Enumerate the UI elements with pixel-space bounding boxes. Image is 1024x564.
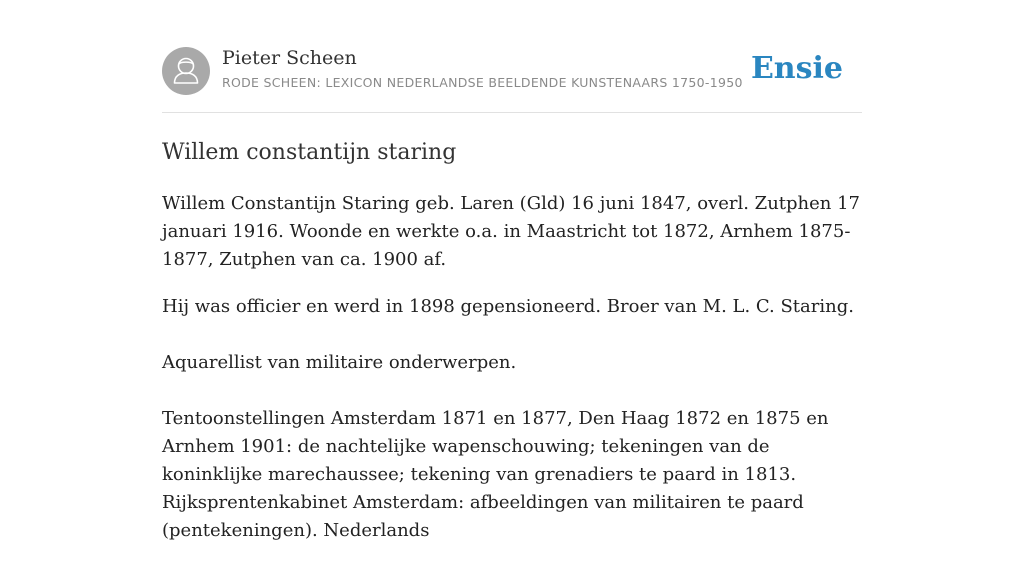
page-title: Willem constantijn staring [162,140,457,165]
paragraph-biography: Willem Constantijn Staring geb. Laren (Gld) 16 juni 1847, overl. Zutphen 17 januari 1916. Woonde en werkte o.a. in Maastricht tot 1872, Arnhem 1875-1877, Zutphen van ca. 1900 af. [162,193,861,270]
article-header [162,47,862,113]
paragraph-career: Hij was officier en werd in 1898 gepensioneerd. Broer van M. L. C. Staring. [162,296,854,317]
author-name-link[interactable]: Pieter Scheen [222,47,357,69]
paragraph-specialty: Aquarellist van militaire onderwerpen. [162,352,517,373]
ensie-logo[interactable]: Ensie [750,51,843,86]
paragraph-exhibitions: Tentoonstellingen Amsterdam 1871 en 1877, Den Haag 1872 en 1875 en Arnhem 1901: de nachtelijke wapenschouwing; tekeningen van de koninklijke marechaussee; tekening van grenadiers te paard in 1813. Rijksprentenkabinet Amsterdam: afbeeldingen van militairen te paard (pentekeningen). Nederlands [162,408,829,541]
article-body [162,190,862,564]
author-avatar[interactable] [162,47,210,95]
user-icon [162,47,210,95]
source-title[interactable]: RODE SCHEEN: LEXICON NEDERLANDSE BEELDENDE KUNSTENAARS 1750-1950 [222,75,743,90]
